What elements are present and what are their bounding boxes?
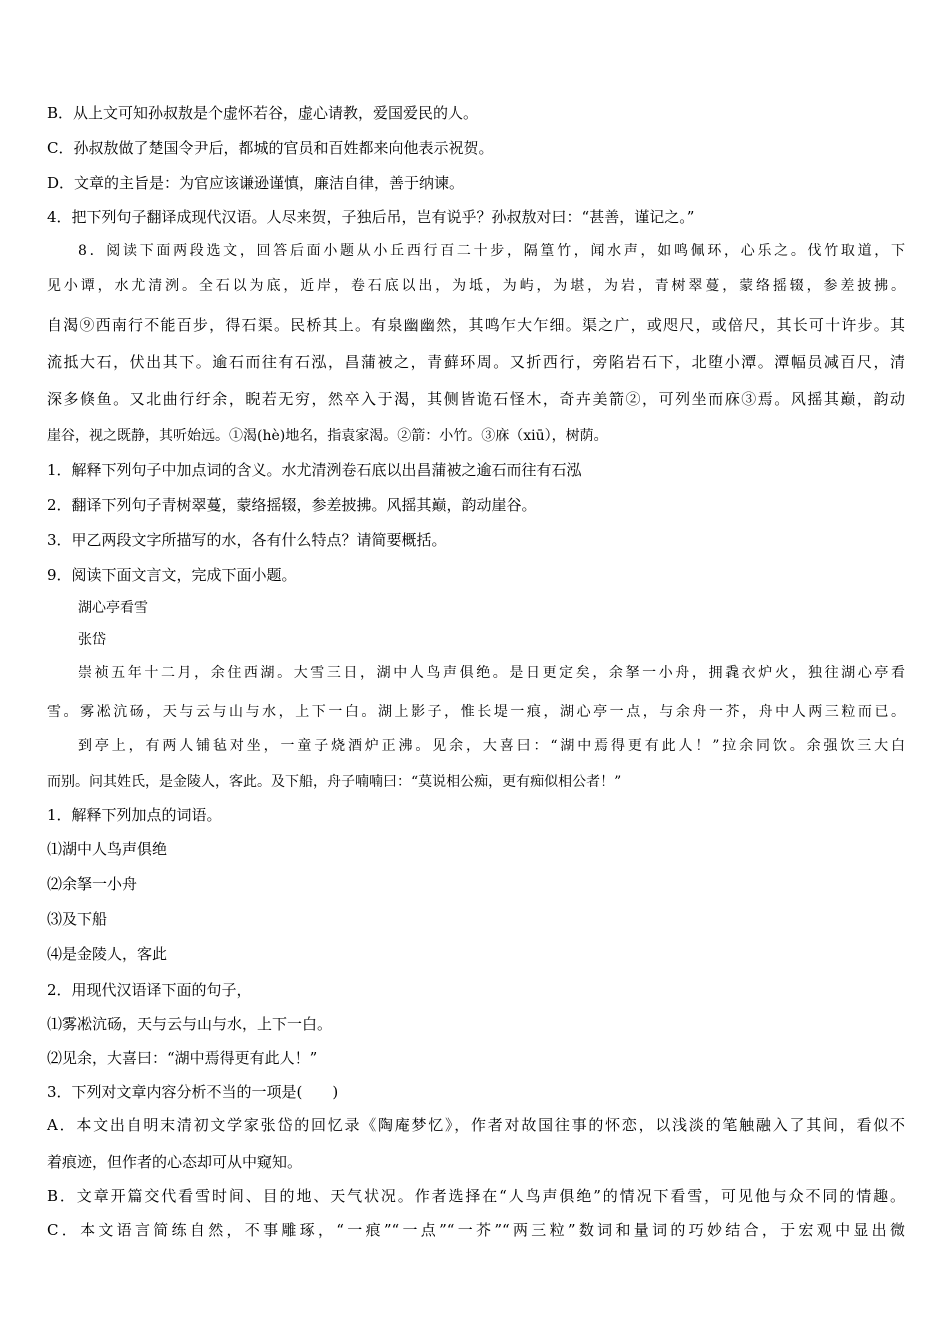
option-b: B．从上文可知孙叔敖是个虚怀若谷，虚心请教，爱国爱民的人。 (47, 104, 479, 122)
question-8-2: 2．翻译下列句子青树翠蔓，蒙络摇辍，参差披拂。风摇其巅，韵动崖谷。 (47, 496, 537, 514)
passage-8-line: 崖谷，视之既静，其听始远。①渴(hè)地名，指袁家渴。②箭：小竹。③庥（xiū），树荫。 (47, 428, 608, 444)
article-author: 张岱 (78, 632, 106, 648)
passage-8-line: 见小谭，水尤清洌。全石以为底，近岸，卷石底以出，为坻，为屿，为堪，为岩，青树翠蔓，蒙络摇辍，参差披拂。 (47, 278, 905, 294)
question-8-1: 1．解释下列句子中加点词的含义。水尤清洌卷石底以出昌蒲被之逾石而往有石泓 (47, 461, 582, 479)
question-9-1-item: ⑶及下船 (47, 910, 108, 928)
question-4: 4．把下列句子翻译成现代汉语。人尽来贺，子独后吊，岂有说乎？孙叔敖对曰：“甚善，谨记之。” (47, 208, 695, 226)
passage-8-line: 流抵大石，伏出其下。逾石而往有石泓，昌蒲被之，青藓环周。又折西行，旁陷岩石下，北堕小潭。潭幅员减百尺，清 (47, 353, 905, 371)
question-9-1: 1．解释下列加点的词语。 (47, 806, 222, 824)
question-9-1-item: ⑵余拏一小舟 (47, 875, 138, 893)
passage-9-line: 雪。雾凇沆砀，天与云与山与水，上下一白。湖上影子，惟长堤一痕，湖心亭一点，与余舟一芥，舟中人两三粒而已。 (47, 704, 905, 720)
passage-9-line: 而别。问其姓氏，是金陵人，客此。及下船，舟子喃喃曰：“莫说相公痴，更有痴似相公者！” (47, 774, 622, 790)
question-9-1-item: ⑴湖中人鸟声俱绝 (47, 840, 168, 858)
passage-8-line: 自渴⑨西南行不能百步，得石渠。民桥其上。有泉幽幽然，其鸣乍大乍细。渠之广，或咫尺，或倍尺，其长可十许步。其 (47, 316, 905, 334)
article-title: 湖心亭看雪 (78, 600, 148, 616)
passage-9-line: 崇祯五年十二月，余住西湖。大雪三日，湖中人鸟声俱绝。是日更定矣，余拏一小舟，拥毳衣炉火，独往湖心亭看 (78, 665, 905, 681)
option-b-9: B．文章开篇交代看雪时间、目的地、天气状况。作者选择在“人鸟声俱绝”的情况下看雪，可见他与众不同的情趣。 (47, 1187, 905, 1205)
option-c: C．孙叔敖做了楚国令尹后，都城的官员和百姓都来向他表示祝贺。 (47, 139, 494, 157)
question-9-1-item: ⑷是金陵人，客此 (47, 945, 168, 963)
option-d: D．文章的主旨是：为官应该谦逊谨慎，廉洁自律，善于纳谏。 (47, 174, 465, 192)
question-9-2: 2．用现代汉语译下面的句子， (47, 981, 252, 999)
question-9: 9．阅读下面文言文，完成下面小题。 (47, 566, 297, 584)
option-c-9: C．本文语言简练自然，不事雕琢，“一痕”“一点”“一芥”“两三粒”数词和量词的巧妙结合，于宏观中显出微 (47, 1221, 905, 1239)
passage-8-line: 8．阅读下面两段选文，回答后面小题从小丘西行百二十步，隔篁竹，闻水声，如鸣佩环，心乐之。伐竹取道，下 (78, 243, 905, 259)
question-9-3: 3．下列对文章内容分析不当的一项是( ) (47, 1083, 339, 1101)
passage-8-line: 深多倏鱼。又北曲行纡余，睨若无穷，然卒入于渴，其侧皆诡石怪木，奇卉美箭②，可列坐而庥③焉。风摇其巅，韵动 (47, 390, 905, 408)
option-a-line: 着痕迹，但作者的心态却可从中窥知。 (47, 1153, 303, 1171)
question-9-2-item: ⑵见余，大喜曰：“湖中焉得更有此人！” (47, 1049, 318, 1067)
question-8-3: 3．甲乙两段文字所描写的水，各有什么特点？请简要概括。 (47, 531, 447, 549)
option-a-line: A．本文出自明末清初文学家张岱的回忆录《陶庵梦忆》，作者对故国往事的怀恋，以浅淡的笔触融入了其间，看似不 (47, 1116, 905, 1134)
question-9-2-item: ⑴雾凇沆砀，天与云与山与水，上下一白。 (47, 1015, 333, 1033)
passage-9-line: 到亭上，有两人铺毡对坐，一童子烧酒炉正沸。见余，大喜曰：“湖中焉得更有此人！”拉余同饮。余强饮三大白 (78, 738, 905, 754)
